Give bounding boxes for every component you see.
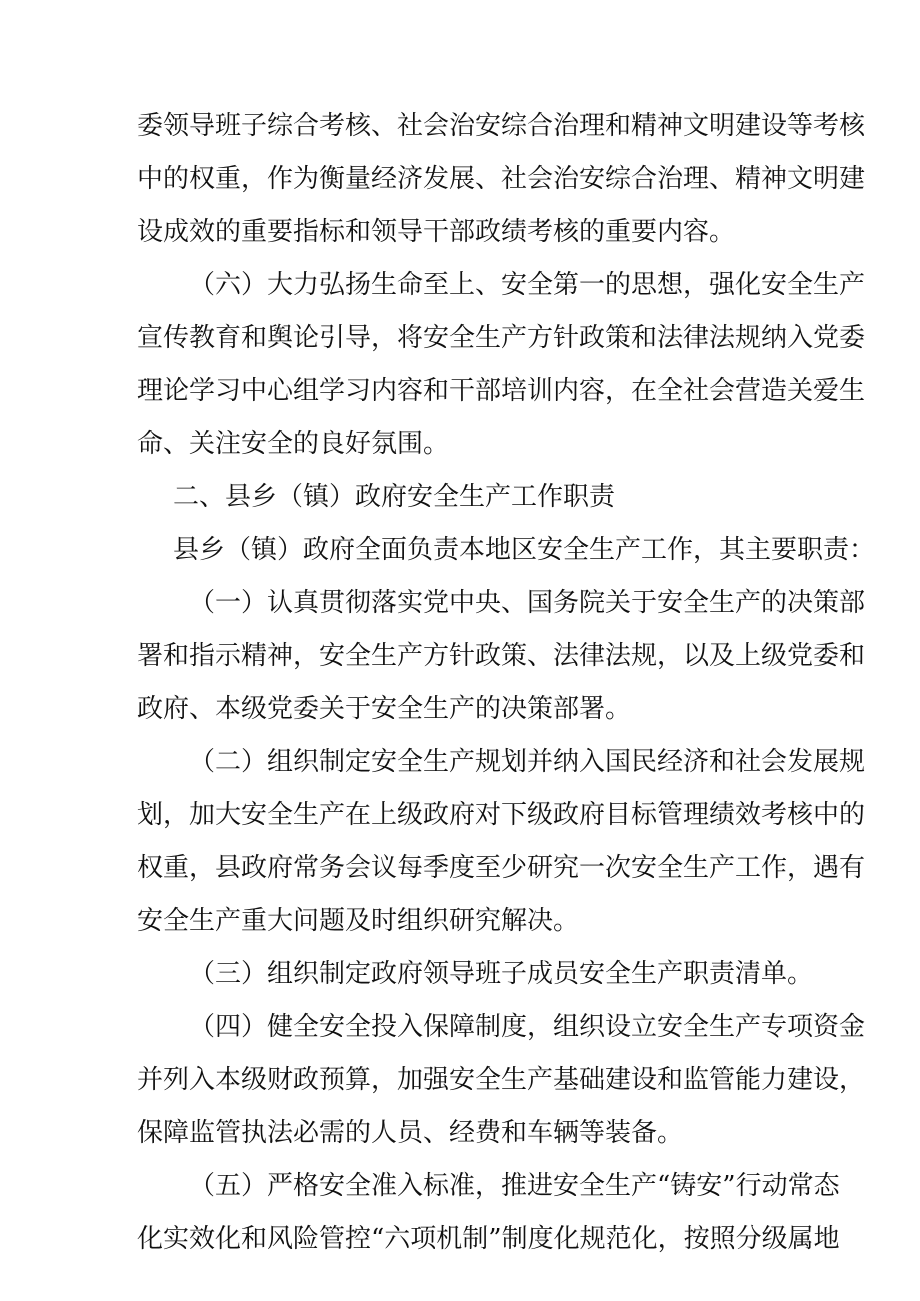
text-line: 划，加大安全生产在上级政府对下级政府目标管理绩效考核中的 (137, 800, 866, 830)
text-line: 命、关注安全的良好氛围。 (137, 429, 450, 459)
text-line: 化实效化和风险管控“六项机制”制度化规范化，按照分级属地 (137, 1224, 840, 1254)
text-line: 委领导班子综合考核、社会治安综合治理和精神文明建设等考核 (137, 111, 866, 141)
text-line: 宣传教育和舆论引导，将安全生产方针政策和法律法规纳入党委 (137, 323, 866, 353)
text-line: 政府、本级党委关于安全生产的决策部署。 (137, 694, 632, 724)
section-heading: 二、县乡（镇）政府安全生产工作职责 (173, 482, 616, 512)
text-line: 中的权重，作为衡量经济发展、社会治安综合治理、精神文明建 (137, 164, 866, 194)
paragraph-start-line: （六）大力弘扬生命至上、安全第一的思想，强化安全生产 (189, 270, 866, 300)
text-line: 安全生产重大问题及时组织研究解决。 (137, 906, 580, 936)
paragraph-start-line: （四）健全安全投入保障制度，组织设立安全生产专项资金 (189, 1012, 866, 1042)
paragraph-start-line: 县乡（镇）政府全面负责本地区安全生产工作，其主要职责： (173, 535, 876, 565)
paragraph-start-line: （一）认真贯彻落实党中央、国务院关于安全生产的决策部 (189, 588, 866, 618)
text-line: 设成效的重要指标和领导干部政绩考核的重要内容。 (137, 217, 736, 247)
text-line: 权重，县政府常务会议每季度至少研究一次安全生产工作，遇有 (137, 853, 866, 883)
paragraph-start-line: （五）严格安全准入标准，推进安全生产“铸安”行动常态 (189, 1171, 840, 1201)
text-line: 并列入本级财政预算，加强安全生产基础建设和监管能力建设， (137, 1065, 866, 1095)
text-line: 理论学习中心组学习内容和干部培训内容，在全社会营造关爱生 (137, 376, 866, 406)
paragraph-start-line: （三）组织制定政府领导班子成员安全生产职责清单。 (189, 959, 814, 989)
body-text (137, 100, 876, 1266)
text-line: 署和指示精神，安全生产方针政策、法律法规，以及上级党委和 (137, 641, 866, 671)
paragraph-start-line: （二）组织制定安全生产规划并纳入国民经济和社会发展规 (189, 747, 866, 777)
text-line: 保障监管执法必需的人员、经费和车辆等装备。 (137, 1118, 684, 1148)
